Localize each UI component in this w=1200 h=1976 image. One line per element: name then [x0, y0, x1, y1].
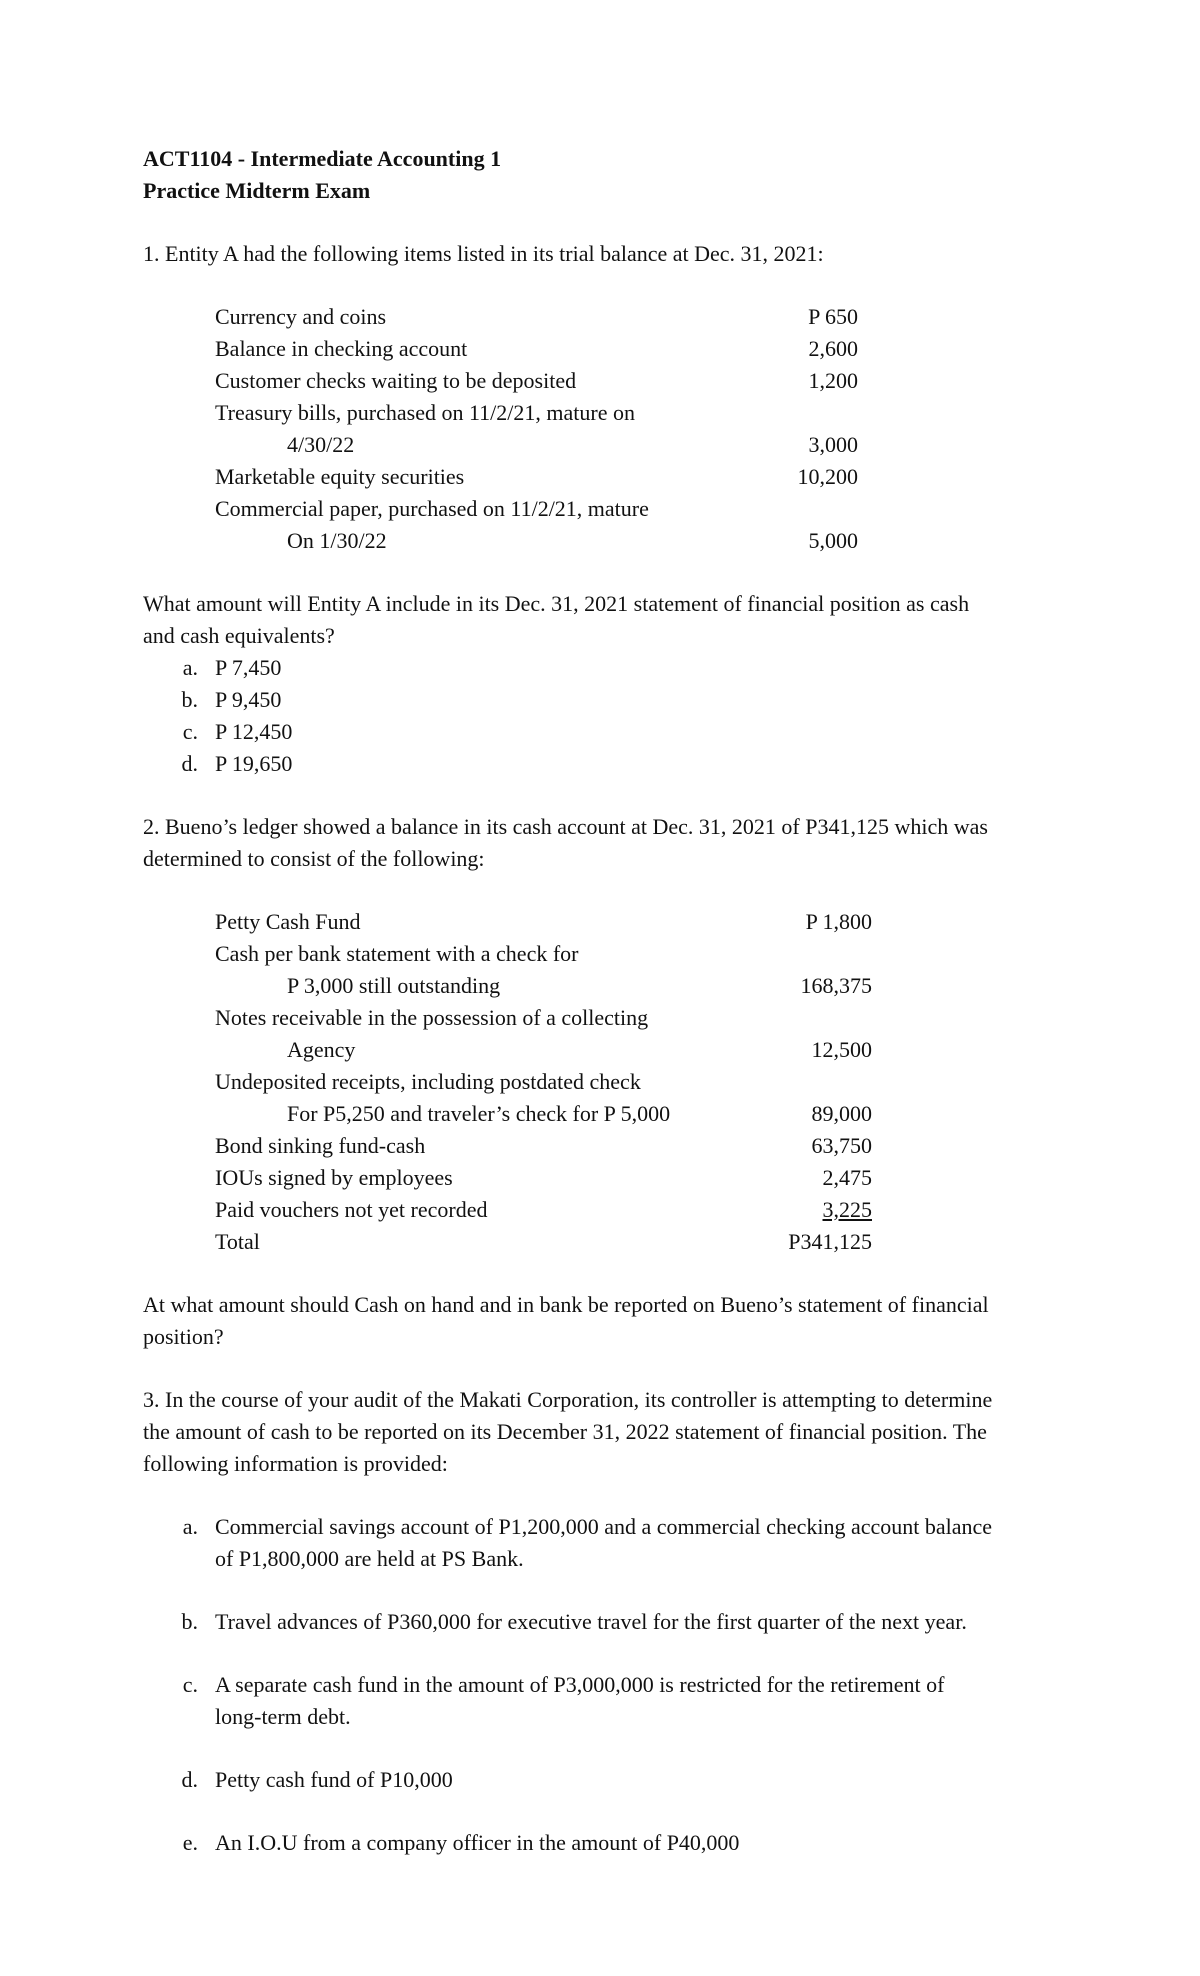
q1-item-label: 4/30/22: [287, 432, 355, 457]
q1-item-amount: 1,200: [808, 368, 858, 393]
q2-item-label: Petty Cash Fund: [215, 909, 361, 934]
q2-item-amount: 2,475: [822, 1165, 872, 1190]
q1-option-letter: d.: [181, 751, 198, 776]
q3-intro-cont: the amount of cash to be reported on its December 31, 2022 statement of financial position. The: [143, 1419, 987, 1444]
q2-total-amount: P341,125: [788, 1229, 872, 1254]
q1-intro: 1. Entity A had the following items listed in its trial balance at Dec. 31, 2021:: [143, 241, 824, 266]
q3-item-letter: d.: [181, 1767, 198, 1792]
q2-item-label: P 3,000 still outstanding: [287, 973, 501, 998]
q2-item-label: Undeposited receipts, including postdated check: [215, 1069, 641, 1094]
q1-option-letter: b.: [181, 687, 198, 712]
q1-item-label: Marketable equity securities: [215, 464, 465, 489]
q2-item-amount: 12,500: [811, 1037, 872, 1062]
q1-item-label: Customer checks waiting to be deposited: [215, 368, 577, 393]
q2-intro-cont: determined to consist of the following:: [143, 846, 485, 871]
q1-item-amount: 3,000: [808, 432, 858, 457]
q2-total-label: Total: [215, 1229, 260, 1254]
q1-question: What amount will Entity A include in its Dec. 31, 2021 statement of financial position as cash: [143, 591, 970, 616]
q3-intro-cont: following information is provided:: [143, 1451, 448, 1476]
q3-item-letter: a.: [182, 1514, 198, 1539]
q1-option-text: P 7,450: [215, 655, 282, 680]
q3-intro: 3. In the course of your audit of the Makati Corporation, its controller is attempting to determine: [143, 1387, 993, 1412]
q2-question-cont: position?: [143, 1324, 224, 1349]
q3-item-letter: b.: [181, 1609, 198, 1634]
q3-item-letter: c.: [182, 1672, 198, 1697]
q2-item-label: Cash per bank statement with a check for: [215, 941, 579, 966]
q2-item-label: Bond sinking fund-cash: [215, 1133, 426, 1158]
q2-item-amount: 89,000: [811, 1101, 872, 1126]
q3-item-text-cont: of P1,800,000 are held at PS Bank.: [215, 1546, 524, 1571]
q1-item-label: Treasury bills, purchased on 11/2/21, mature on: [215, 400, 635, 425]
q2-item-label: Agency: [287, 1037, 356, 1062]
q2-item-amount: 3,225: [822, 1197, 872, 1222]
q2-question: At what amount should Cash on hand and in bank be reported on Bueno’s statement of financial: [143, 1292, 989, 1317]
q2-item-label: Notes receivable in the possession of a collecting: [215, 1005, 649, 1030]
q1-option-text: P 12,450: [215, 719, 293, 744]
q3-item-text: A separate cash fund in the amount of P3,000,000 is restricted for the retirement of: [215, 1672, 945, 1697]
q3-item-text-cont: long-term debt.: [215, 1704, 351, 1729]
exam-title: Practice Midterm Exam: [143, 178, 371, 203]
q1-item-label: Commercial paper, purchased on 11/2/21, mature: [215, 496, 649, 521]
q2-item-label: For P5,250 and traveler’s check for P 5,000: [287, 1101, 671, 1126]
q1-item-amount: 10,200: [797, 464, 858, 489]
q1-question-cont: and cash equivalents?: [143, 623, 335, 648]
q1-item-amount: 2,600: [808, 336, 858, 361]
q1-item-amount: P 650: [808, 304, 858, 329]
q3-item-text: Petty cash fund of P10,000: [215, 1767, 453, 1792]
q1-item-label: Currency and coins: [215, 304, 387, 329]
q1-option-letter: a.: [182, 655, 198, 680]
q3-item-text: Commercial savings account of P1,200,000 and a commercial checking account balance: [215, 1514, 993, 1539]
q3-item-letter: e.: [182, 1830, 198, 1855]
q1-option-letter: c.: [182, 719, 198, 744]
q2-item-label: Paid vouchers not yet recorded: [215, 1197, 488, 1222]
course-title: ACT1104 - Intermediate Accounting 1: [143, 146, 502, 171]
q3-item-text: An I.O.U from a company officer in the amount of P40,000: [215, 1830, 740, 1855]
q1-option-text: P 9,450: [215, 687, 282, 712]
q2-item-amount: P 1,800: [805, 909, 872, 934]
q2-item-amount: 168,375: [800, 973, 872, 998]
q2-item-label: IOUs signed by employees: [215, 1165, 453, 1190]
q1-item-label: On 1/30/22: [287, 528, 387, 553]
q1-option-text: P 19,650: [215, 751, 293, 776]
q1-item-label: Balance in checking account: [215, 336, 468, 361]
q2-item-amount: 63,750: [811, 1133, 872, 1158]
q3-item-text: Travel advances of P360,000 for executive travel for the first quarter of the next year.: [215, 1609, 967, 1634]
q2-intro: 2. Bueno’s ledger showed a balance in its cash account at Dec. 31, 2021 of P341,125 which was: [143, 814, 988, 839]
q1-item-amount: 5,000: [808, 528, 858, 553]
